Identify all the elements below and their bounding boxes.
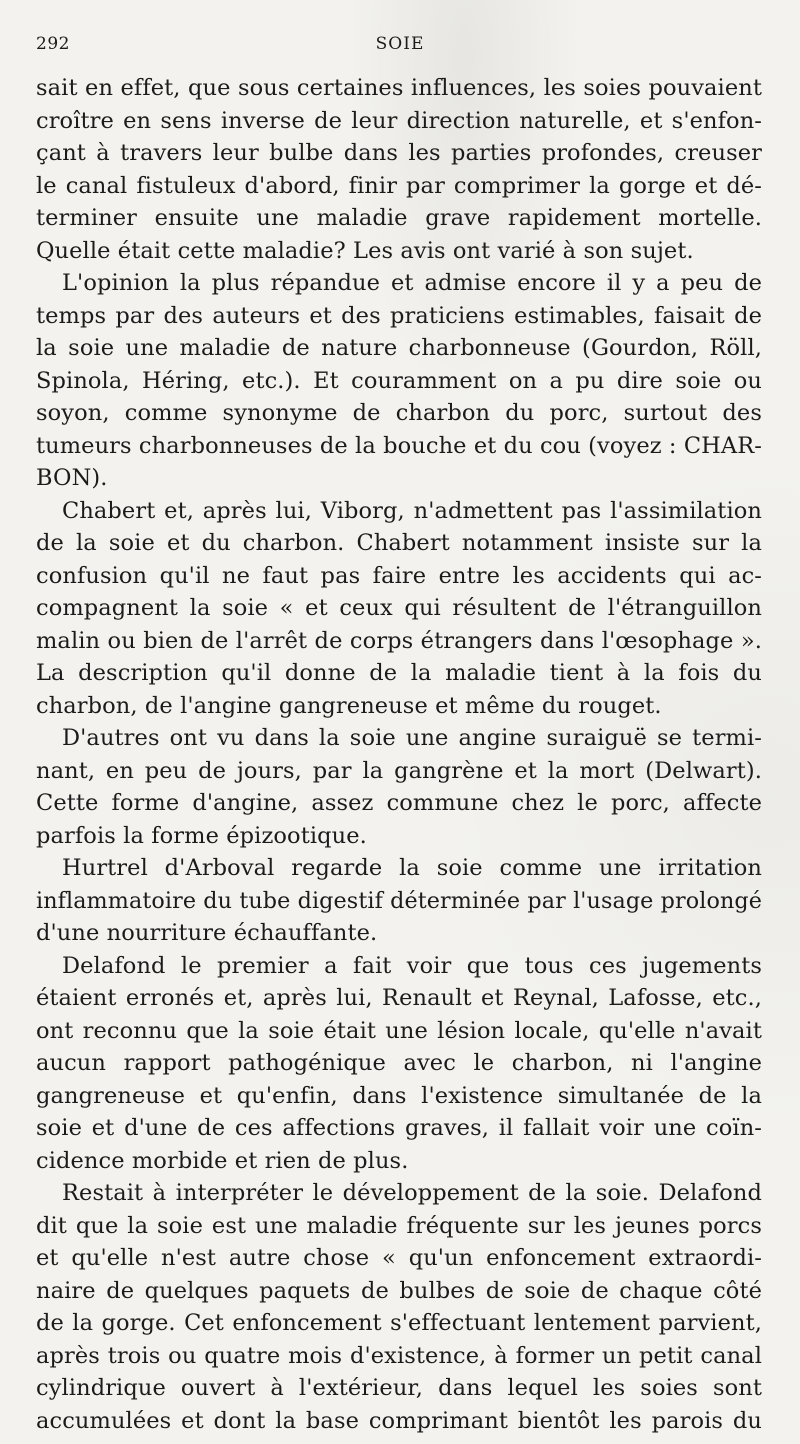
text-line: terminer ensuite une maladie grave rapidement mortelle.	[36, 205, 762, 231]
text-line: le canal fistuleux d'abord, finir par comprimer la gorge et dé-	[36, 172, 762, 199]
text-line: cylindrique ouvert à l'extérieur, dans lequel les soies sont	[36, 1375, 762, 1401]
text-line: tumeurs charbonneuses de la bouche et du cou (voyez : CHAR-	[36, 432, 762, 459]
text-line: gangreneuse et qu'enfin, dans l'existence simultanée de la	[36, 1082, 762, 1109]
text-line: çant à travers leur bulbe dans les parties profondes, creuser	[36, 140, 762, 166]
text-line: aucun rapport pathogénique avec le charbon, ni l'angine	[36, 1050, 762, 1076]
text-line: d'une nourriture échauffante.	[36, 920, 378, 946]
text-line: confusion qu'il ne faut pas faire entre les accidents qui ac-	[36, 562, 762, 589]
body-text	[36, 72, 762, 1437]
text-line: croître en sens inverse de leur direction naturelle, et s'enfon-	[36, 107, 762, 134]
text-line: Cette forme d'angine, assez commune chez le porc, affecte	[36, 790, 762, 816]
text-line: compagnent la soie « et ceux qui résultent de l'étranguillon	[36, 595, 762, 621]
text-line: inflammatoire du tube digestif déterminée par l'usage prolongé	[36, 887, 762, 914]
text-line: étaient erronés et, après lui, Renault et Reynal, Lafosse, etc.,	[36, 985, 762, 1011]
text-line: et qu'elle n'est autre chose « qu'un enfoncement extraordi-	[36, 1245, 762, 1271]
running-title: SOIE	[375, 34, 425, 54]
text-line: la soie une maladie de nature charbonneuse (Gourdon, Röll,	[36, 335, 762, 361]
text-line: Restait à interpréter le développement de la soie. Delafond	[62, 1180, 762, 1206]
text-line: soie et d'une de ces affections graves, il fallait voir une coïn-	[36, 1115, 762, 1141]
text-line: cidence morbide et rien de plus.	[36, 1147, 409, 1174]
text-line: D'autres ont vu dans la soie une angine suraiguë se termi-	[62, 725, 762, 751]
text-line: BON).	[36, 465, 108, 491]
page-number: 292	[36, 34, 70, 54]
text-line: parfois la forme épizootique.	[36, 822, 367, 849]
text-line: de la gorge. Cet enfoncement s'effectuant lentement parvient,	[36, 1310, 762, 1336]
text-line: Quelle était cette maladie? Les avis ont varié à son sujet.	[36, 237, 694, 264]
text-line: de la soie et du charbon. Chabert notamment insiste sur la	[36, 530, 762, 556]
text-line: La description qu'il donne de la maladie tient à la fois du	[36, 660, 762, 686]
text-line: dit que la soie est une maladie fréquente sur les jeunes porcs	[36, 1212, 762, 1239]
text-line: ont reconnu que la soie était une lésion locale, qu'elle n'avait	[36, 1017, 762, 1044]
text-line: charbon, de l'angine gangreneuse et même du rouget.	[36, 692, 662, 719]
text-line: malin ou bien de l'arrêt de corps étrangers dans l'œsophage ».	[36, 627, 762, 654]
text-line: naire de quelques paquets de bulbes de soie de chaque côté	[36, 1277, 762, 1304]
text-line: Chabert et, après lui, Viborg, n'admettent pas l'assimilation	[62, 497, 762, 524]
text-line: Spinola, Héring, etc.). Et couramment on a pu dire soie ou	[36, 367, 762, 394]
text-line: temps par des auteurs et des praticiens estimables, faisait de	[36, 302, 762, 329]
text-line: Delafond le premier a fait voir que tous ces jugements	[62, 952, 762, 979]
text-line: sait en effet, que sous certaines influences, les soies pouvaient	[36, 75, 762, 101]
text-line: accumulées et dont la base comprimant bientôt les parois du	[36, 1407, 762, 1434]
running-head	[36, 34, 764, 58]
text-line: L'opinion la plus répandue et admise encore il y a peu de	[62, 270, 762, 296]
text-line: nant, en peu de jours, par la gangrène et la mort (Delwart).	[36, 757, 762, 784]
text-line: Hurtrel d'Arboval regarde la soie comme une irritation	[62, 855, 762, 881]
text-line: après trois ou quatre mois d'existence, à former un petit canal	[36, 1342, 762, 1369]
text-line: soyon, comme synonyme de charbon du porc, surtout des	[36, 400, 762, 426]
